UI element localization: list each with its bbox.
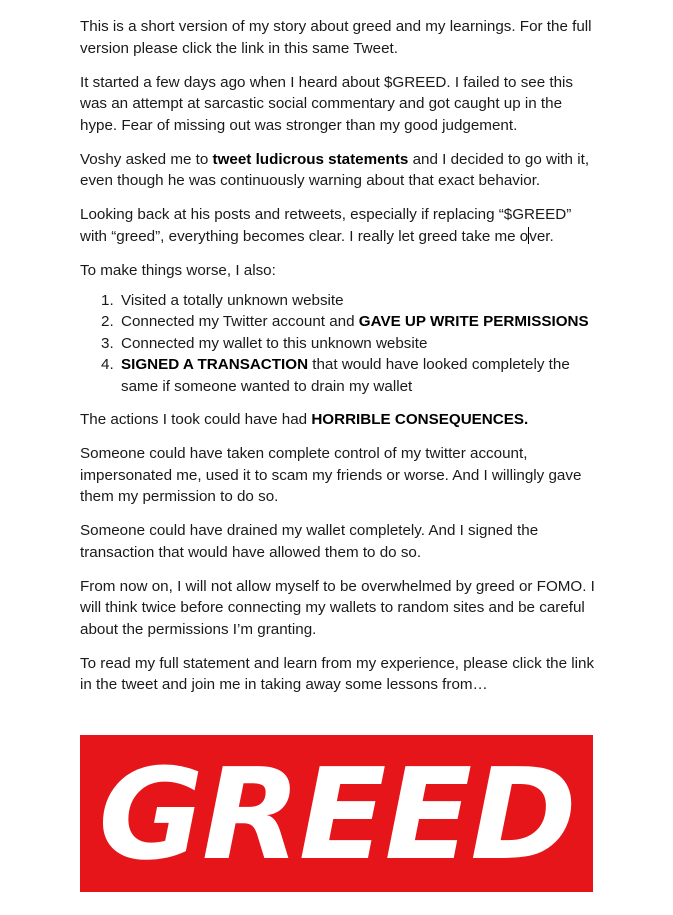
list-item <box>80 354 600 397</box>
intro-paragraph: This is a short version of my story about greed and my learnings. For the full version please click the link in this same Tweet. <box>80 18 592 57</box>
list-item-bold: SIGNED A TRANSACTION <box>121 356 309 373</box>
worse-intro-paragraph: To make things worse, I also: <box>80 261 276 279</box>
list-item-number: 3. <box>101 334 114 352</box>
wallet-risk-paragraph: Someone could have drained my wallet completely. And I signed the transaction that would have allowed them to do so. <box>80 522 539 561</box>
list-item <box>80 311 600 333</box>
list-item-bold: GAVE UP WRITE PERMISSIONS <box>358 313 589 330</box>
greed-banner-text: GREED <box>98 740 575 888</box>
list-item-number: 4. <box>101 356 114 373</box>
list-item-number: 2. <box>101 313 114 330</box>
voshy-paragraph <box>80 149 600 192</box>
greed-banner <box>80 735 593 892</box>
document-body <box>80 16 600 708</box>
voshy-bold-text: tweet ludicrous statements <box>212 150 409 168</box>
consequences-paragraph <box>80 409 600 431</box>
list-item-text: Visited a totally unknown website <box>121 291 344 309</box>
looking-back-text-before: Looking back at his posts and retweets, especially if replacing “$GREED” with “greed”, everything becomes clear. I really let greed take me o <box>80 206 572 245</box>
list-item <box>80 290 600 312</box>
voshy-text-before: Voshy asked me to <box>80 150 213 168</box>
list-item <box>80 333 600 355</box>
list-item-text: Connected my wallet to this unknown website <box>121 334 428 352</box>
list-item-text: that would have looked completely the same if someone wanted to drain my wallet <box>121 356 570 395</box>
list-item-text: Connected my Twitter account and <box>121 313 359 330</box>
consequences-text: The actions I took could have had <box>80 411 312 428</box>
consequences-bold: HORRIBLE CONSEQUENCES. <box>311 411 529 428</box>
twitter-risk-paragraph: Someone could have taken complete control of my twitter account, impersonated me, used it to scam my friends or worse. And I willingly gave them my permission to do so. <box>80 445 582 505</box>
resolution-paragraph: From now on, I will not allow myself to be overwhelmed by greed or FOMO. I will think twice before connecting my wallets to random sites and be careful about the permissions I’m granting. <box>80 577 595 638</box>
voshy-text-after: and I decided to go with it, even though he was continuously warning about that exact behavior. <box>80 150 590 189</box>
looking-back-paragraph <box>80 204 600 247</box>
looking-back-text-after: ver. <box>529 227 554 245</box>
closing-paragraph: To read my full statement and learn from my experience, please click the link in the tweet and join me in taking away some lessons from… <box>80 654 595 693</box>
actions-list <box>80 290 600 398</box>
list-item-number: 1. <box>101 291 114 309</box>
story-start-paragraph: It started a few days ago when I heard about $GREED. I failed to see this was an attempt at sarcastic social commentary and got caught up in the hype. Fear of missing out was stronger than my good judgement. <box>80 73 574 134</box>
